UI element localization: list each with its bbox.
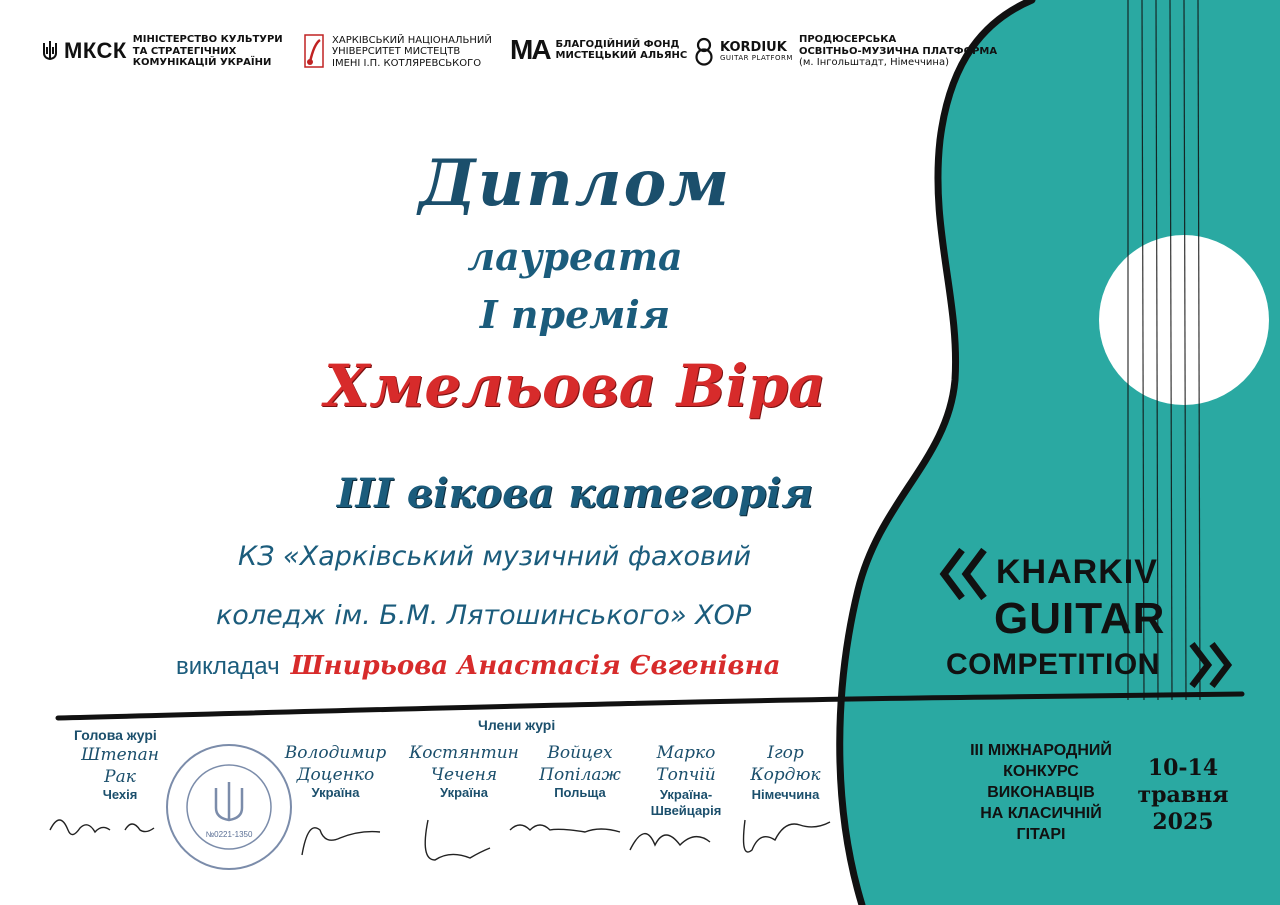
mksk-abbr: МКСК [64,38,127,64]
jury-member-country: Україна [311,785,360,800]
competition-info: III МІЖНАРОДНИЙ КОНКУРС ВИКОНАВЦІВ НА КЛАСИЧНІЙ ГІТАРІ [970,742,1112,843]
mksk-name: МІНІСТЕРСТВО КУЛЬТУРИ ТА СТРАТЕГІЧНИХ КОМУНІКАЦІЙ УКРАЇНИ [132,34,283,68]
competition-line-1: KHARKIV [996,553,1158,591]
jury-member-name [278,742,393,786]
jury-signatures [40,800,860,900]
jury-member-country: Німеччина [751,787,820,802]
trident-icon [42,39,58,63]
jury-member-first-name: Ігор [767,743,804,763]
right-chevrons-icon [1186,640,1236,690]
jury-members-label: Члени журі [478,717,556,733]
competition-line-2: GUITAR [994,594,1166,643]
signature-member-2 [425,820,490,860]
jury-member-first-name: Костянтин [409,743,519,763]
jury-chair-country: Чехія [102,787,138,802]
foundation-name: БЛАГОДІЙНИЙ ФОНД МИСТЕЦЬКИЙ АЛЬЯНС [555,38,688,61]
competition-dates: 10-14 травня 2025 [1137,755,1229,835]
jury-member-country: Україна [439,785,488,800]
kordiuk-sub: GUITAR PLATFORM [720,53,793,62]
jury-member-last-name: Чеченя [430,765,498,785]
university-name: ХАРКІВСЬКИЙ НАЦІОНАЛЬНИЙ УНІВЕРСИТЕТ МИСТЕЦТВ ІМЕНІ І.П. КОТЛЯРЕВСЬКОГО [332,34,492,69]
teacher-row [176,651,780,681]
university-logo [304,34,492,70]
jury-member-first-name: Володимир [284,743,387,763]
foundation-abbr: МА [510,34,550,65]
jury-member-country: Польща [554,785,606,800]
jury-member-last-name: Топчій [656,765,716,785]
jury-member-name [738,742,833,786]
jury-member-last-name: Попілаж [539,765,621,785]
institution-line-1: КЗ «Харківський музичний фаховий [238,541,752,572]
jury-member-last-name: Кордюк [750,765,821,785]
signature-chair [50,820,154,835]
teacher-name: Шнирьова Анастасія Євгенівна [290,651,781,681]
kordiuk-name: ПРОДЮСЕРСЬКА ОСВІТНЬО-МУЗИЧНА ПЛАТФОРМА [798,34,998,57]
left-chevrons-icon [938,546,992,602]
winner-name: Хмельова Віра [324,352,826,420]
jury-member-name [636,742,736,786]
university-emblem-icon [304,34,326,70]
signature-member-5 [744,820,830,852]
jury-member-last-name: Доценко [296,765,375,785]
jury-member-first-name: Марко [656,743,716,763]
competition-line-3: COMPETITION [946,648,1160,681]
guitar-mark-icon [694,36,714,66]
laureate-subtitle: лауреата [467,234,683,279]
signature-member-1 [302,828,380,855]
signature-member-4 [630,834,710,850]
age-category: III вікова категорія [336,470,814,517]
diploma-title: Диплом [418,146,732,221]
mksk-logo [42,34,283,69]
jury-chair-last-name: Рак [104,767,136,787]
seal-number: №0221-1350 [205,830,253,839]
kordiuk-logo [694,34,997,69]
jury-chair-label: Голова журі [74,727,157,743]
institution-line-2: коледж ім. Б.М. Лятошинського» ХОР [216,600,752,631]
signature-member-3 [510,825,620,832]
jury-chair-name [60,744,180,788]
jury-member-first-name: Войцех [547,743,613,763]
kordiuk-place: (м. Інгольштадт, Німеччина) [798,57,949,68]
jury-member-name [404,742,524,786]
jury-member-country: Україна- Швейцарія [650,787,722,818]
foundation-logo [510,34,687,66]
kordiuk-word: KORDIUK [720,39,787,55]
prize-label: I премія [479,292,671,337]
teacher-label: викладач [176,653,280,680]
jury-chair-first-name: Штепан [81,745,159,765]
jury-member-name [530,742,630,786]
